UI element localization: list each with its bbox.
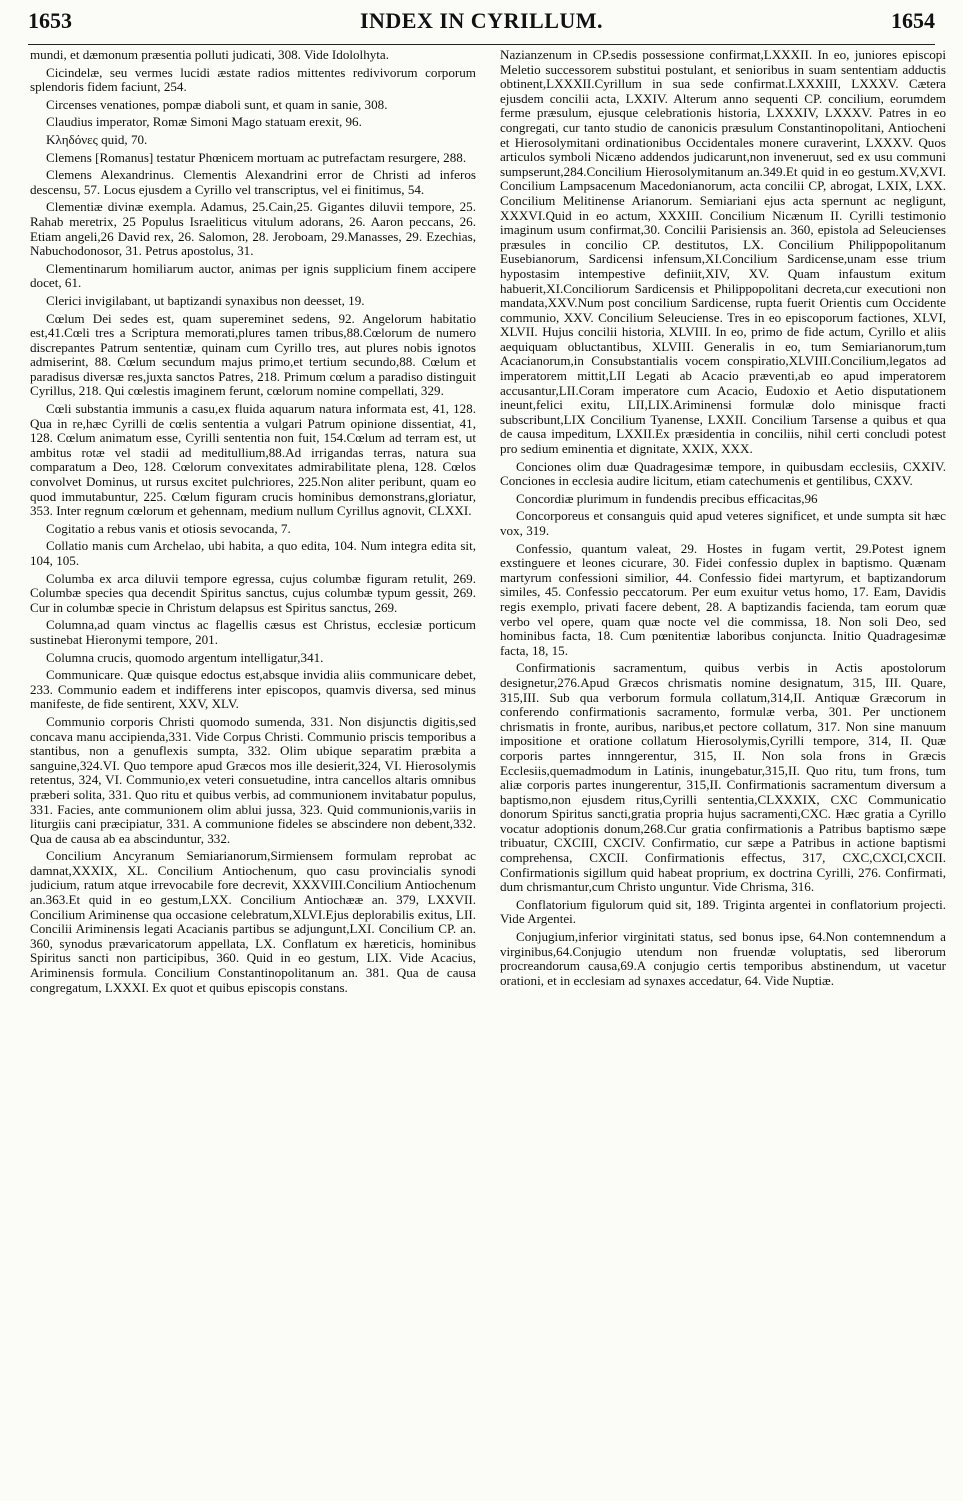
index-entry: Columna crucis, quomodo argentum intelligatur,341. [46,649,324,665]
index-entry: Collatio manis cum Archelao, ubi habita, a quo edita, 104. Num integra edita sit, 104, 105. [30,538,476,568]
index-entry: Clerici invigilabant, ut baptizandi synaxibus non deesset, 19. [46,292,365,308]
page-header [28,6,935,42]
index-entry: Confirmationis sacramentum, quibus verbis in Actis apostolorum designetur,276.Apud Græcos chrismatis nomine designatum, 315, III. Quare, 315,III. Sub qua verborum formula collatum,314,II. Antiquæ Græcorum in conferendo confirmationis sacramento, formulæ verba, 301. Per unctionem chrismatis in fronte, auribus, naribus,et pectore collatum, 317. Non sine manuum impositione et oratione collatum Hierosolymis,Cyrilli tempore, 314, II. Quæ corporis partes innngerentur, 315, II. Non sola frons in Græcis Ecclesiis,quemadmodum in Latinis, inungebatur,315,II. Quo ritu, tum frons, tum aliæ corporis partes inungerentur, 315,II. Confirmationis sacramentum diversum a baptismo,non ejusdem ritus,Cyrilli sententia,CLXXXIX, CXC Communicatio donorum Spiritus sancti,gratia propria hujus sacramenti,CXC. Hæc gratia a Cyrillo vocatur adoptionis donum,268.Cur gratia confirmationis a Patribus baptismo sæpe tribuatur, CXCIII, CXCIV. Confirmatio, cur sæpe a Patribus in actione baptismi comprehensa, CXCII. Confirmationis effectus, 317, CXC,CXCI,CXCII. Confirmationis sigillum quid habeat proprium, ex doctrina Cyrilli, 276. Confirmati, dum chrismantur,cum Christo unguntur. Vide Chrisma, 316. [500,660,946,895]
index-entry: Concorporeus et consanguis quid apud veteres significet, et unde sumpta sit hæc vox, 319. [500,508,946,538]
index-entry: Communicare. Quæ quisque edoctus est,absque invidia aliis communicare debet, 233. Communio eadem et indifferens inter episcopos, quamvis diversa, sed minus manifeste, de fide sentirent, XXV, XLV. [30,667,476,712]
index-entry: mundi, et dæmonum præsentia polluti judicati, 308. Vide Idololhyta. [30,48,390,62]
left-column [30,48,476,1496]
index-entry: Cicindelæ, seu vermes lucidi æstate radios mittentes redivivorum corporum splendoris fidem faciunt, 254. [30,64,476,95]
right-column [500,48,946,1496]
index-entry: Clemens Alexandrinus. Clementis Alexandrini error de Christi ad inferos descensu, 57. Locus ejusdem a Cyrillo vel transcriptus, vel ei finitimus, 54. [30,167,476,197]
index-entry: Clementiæ divinæ exempla. Adamus, 25.Cain,25. Gigantes diluvii tempore, 25. Rahab meretrix, 25 Populus Israeliticus vitulum adorans, 26. Aaron peccans, 26. Etiam angeli,26 David rex, 26. Salomon, 28. Jeroboam, 29.Manasses, 29. Ezechias, Nabuchodonosor, 31. Petrus apostolus, 31. [30,199,476,259]
index-entry: Clementinarum homiliarum auctor, animas per ignis supplicium finem accipere docet, 61. [30,260,476,291]
page-number-left: 1653 [28,8,72,33]
index-entry: Cœlum Dei sedes est, quam supereminet sedens, 92. Angelorum habitatio est,41.Cœli tres a Scriptura memorati,plures tamen tribus,88.Cœlorum de numero discrepantes Patrum sententiæ, quinam cum Cyrillo tres, aut plures nobis ignotos admiserint, 88. Cœlum secundum majus primo,et tertium secundo,88. Cœlum et paradisus diversæ res,juxta sanctos Patres, 218. Primum cœlum a paradiso distinguit Cyrillus, 218. Qui cœlestis imaginem ferunt, cœlorum nomine compellati, 329. [30,310,476,399]
page-number-right: 1654 [891,8,935,33]
index-entry: Conjugium,inferior virginitati status, sed bonus ipse, 64.Non contemnendum a virginibus,64.Conjugio utendum non fruendæ voluptatis, sed liberorum procreandorum causa,69.A conjugio certis temporibus abstinendum, ut vacetur orationi, et in ecclesiam ad synaxes accedatur, 64. Vide Nuptiæ. [500,929,946,988]
index-entry: Cogitatio a rebus vanis et otiosis sevocanda, 7. [46,520,291,536]
header-rule [28,44,935,45]
index-entry: Concordiæ plurimum in fundendis precibus efficacitas,96 [516,490,818,506]
index-entry: Cœli substantia immunis a casu,ex fluida aquarum natura informata est, 41, 128. Qua in re,hæc Cyrilli de cœlis sententia a vulgari Patrum opinione dissentiat, 41, 128. Cœlum animatum esse, Cyrilli sententia non fuit, 154.Cœlum ad terram est, ut ambitus rotæ vel stadii ad meditullium,88.Ad irrigandas terras, natura sua comparatum a Deo, 128. Cœlorum convexitates admirabilitate plena, 128. Cœlos convolvet Dominus, ut rursus excitet pulchriores, 225.Non aliter peribunt, quam eo quod immutabuntur, 225. Cœlum figuram crucis hominibus demonstrans,gloriatur, 353. Inter regnum cœlorum et gehennam, medium nullum Cyrillus agnovit, CLXXI. [30,401,476,519]
index-entry: Clemens [Romanus] testatur Phœnicem mortuam ac putrefactam resurgere, 288. [46,149,467,165]
index-entry: Conflatorium figulorum quid sit, 189. Triginta argentei in conflatorium projecti. Vide Argentei. [500,896,946,927]
index-entry: Communio corporis Christi quomodo sumenda, 331. Non disjunctis digitis,sed concava manu accipienda,331. Vide Corpus Christi. Communio priscis temporibus a stantibus, non a genuflexis sumpta, 332. Olim ubique separatim præbita a sanguine,324.VI. Quo tempore apud Græcos mos ille desierit,324, VI. Hierosolymis retentus, 324, VI. Communio,ex veteri consuetudine, intra cancellos altaris omnibus præberi solita, 331. Quo ritu et quibus verbis, ad communionem invitabatur populus, 331. Facies, ante communionem olim ablui jussa, 323. Quid communionis,variis in liturgiis cani præcipiatur, 331. A communione fideles se abscindere non debent,332. Qua de causa ab ea abscinduntur, 332. [30,713,476,846]
index-entry: Κληδόνες quid, 70. [46,131,148,147]
index-entry: Conciones olim duæ Quadragesimæ tempore, in quibusdam ecclesiis, CXXIV. Conciones in ecclesia audire licitum, etiam catechumenis et gentilibus, CXXV. [500,458,946,489]
index-entry: Columna,ad quam vinctus ac flagellis cæsus est Christus, ecclesiæ porticum sustinebat Hieronymi tempore, 201. [30,617,476,647]
index-entry: Claudius imperator, Romæ Simoni Mago statuam erexit, 96. [46,114,362,130]
index-entry: Circenses venationes, pompæ diaboli sunt, et quam in sanie, 308. [46,96,388,112]
index-entry: Columba ex arca diluvii tempore egressa, cujus columbæ figuram retulit, 269. Columbæ species qua decendit Spiritus sanctus, cujus columbæ typum gessit, 269. Cur in columbæ specie in Christum delapsus est Spiritus sanctus, 269. [30,570,476,615]
index-entry: Nazianzenum in CP.sedis possessione confirmat,LXXXII. In eo, juniores episcopi Meletio successorem substitui postulant, et senioribus in suam sententiam adductis obtinent,LXXXII.Cyrillum in sua sede confirmat.LXXXIII, LXXXV. Cætera ejusdem concilii acta, LXXIV. Alterum anno sequenti CP. concilium, eorumdem ferme præsulum, ejusque celebrationis historia, LXXXIV, LXXXV. Patres in eo congregati, cur tanto studio de canonicis præsulum Constantinopolitani, Antiocheni et Hierosolymitani ordinationibus Occidentales monere curaverint, LXXXV. Quos articulos symboli Nicæno addendos judicarunt,non inveneruut, sed ex usu communi sumpserunt,284.Concilium Hierosolymitanum an.349.Et quid in eo gestum.XV,XVI. Concilium Lampsacenum Macedonianorum, acta concilii CP, abrogat, LXIX, LXX. Concilium Melitinense Arianorum. Semiariani ejus acta spernunt ac negligunt, XXXVI.Quid in eo actum, XXXIII. Concilium Nicænum II. Cyrilli testimonio imaginum usum confirmat,30. Concilii Parisiensis an. 360, epistola ad Seleucienses præsules in concilio CP. destitutos, LX. Concilium Philippopolitanum Eusebianorum, Sardicensi infensum,XI.Concilium Sardicense,unam esse trium hypostasim intempestive definiit,XIV, XV. Quam infaustum exitum habuerit,XI.Conciliorum Sardicensis et Philippopolitani decreta,cur executioni non mandata,XXV.Num post concilium Sardicense, rupta fuerit Orientis cum Occidente communio, XXV. Concilium Seleuciense. Tres in eo episcoporum factiones, XLVI, XLVII. Hujus concilii historia, XLVIII. In eo, primo de fide actum, Cyrillo et aliis aequiquam obluctantibus, XLVIII. Generalis in eo, tum Semiarianorum,tum Acacianorum,in Consubstantialis vocem conspiratio,XLVIII.Concilium,legatos ad imperatorem mittit,LII Legati ab Acacio præventi,ab eo apud imperatorem accusantur,LII.Coram imperatore cum Acacio, Eudoxio et Aetio disputationem ineunt,felici exitu, LII,LIX.Ariminensi formulæ dolo minisque fracti subscribunt,LIX Concilium Tyanense, LXXII. Concilium Tarsense a quibus et qua de causa impeditum, LXXII.Ex præsidentia in conciliis, nihil certi concludi potest pro sedium eminentia et dignitate, XXIX, XXX. [500,48,946,457]
index-entry: Confessio, quantum valeat, 29. Hostes in fugam vertit, 29.Potest ignem exstinguere et leones cicurare, 30. Fidei confessio duplex in baptismo. Quænam martyrum confessioni similior, 44. Confessio fidei martyrum, et baptizandorum similes, 45. Confessio peccatorum. Per eum exuitur vetus homo, 17. Eam, Davidis regis exemplo, privati facere debent, 28. A baptizandis facienda, tam eorum quæ verbo vel opere, quam quæ nocte vel die commissa, 18. Non soli Deo, sed hominibus facta, 18. Cum pœnitentiæ laboribus conjuncta. Initio Quadragesimæ facta, 18, 15. [500,540,946,658]
index-entry: Concilium Ancyranum Semiarianorum,Sirmiensem formulam reprobat ac damnat,XXXIX, XL. Concilium Antiochenum, quo casu provincialis synodi judicium, ratum atque irrevocabile fore decrevit, XXXVIII.Concilium Antiochenum an.363.Et quid in eo gestum,LXX. Concilium Antiochææ an. 379, LXXVII. Concilium Ariminense qua occasione celebratum,XLVI.Ejus deplorabilis exitus, LII. Concilii Ariminensis legati Acacianis partibus se adjungunt,LXI. Concilium CP. an. 360, synodus prævaricatorum appellata, LX. Conflatum ex hæreticis, hominibus Spiritus sancti non participibus, 360. Quid in eo gestum, LIX. Vide Acacius, Ariminensis formula. Concilium Constantinopolitanum an. 381. Qua de causa congregatum, LXXXI. Ex quot et quibus episcopis constans. [30,848,476,995]
running-title: INDEX IN CYRILLUM. [359,8,604,33]
